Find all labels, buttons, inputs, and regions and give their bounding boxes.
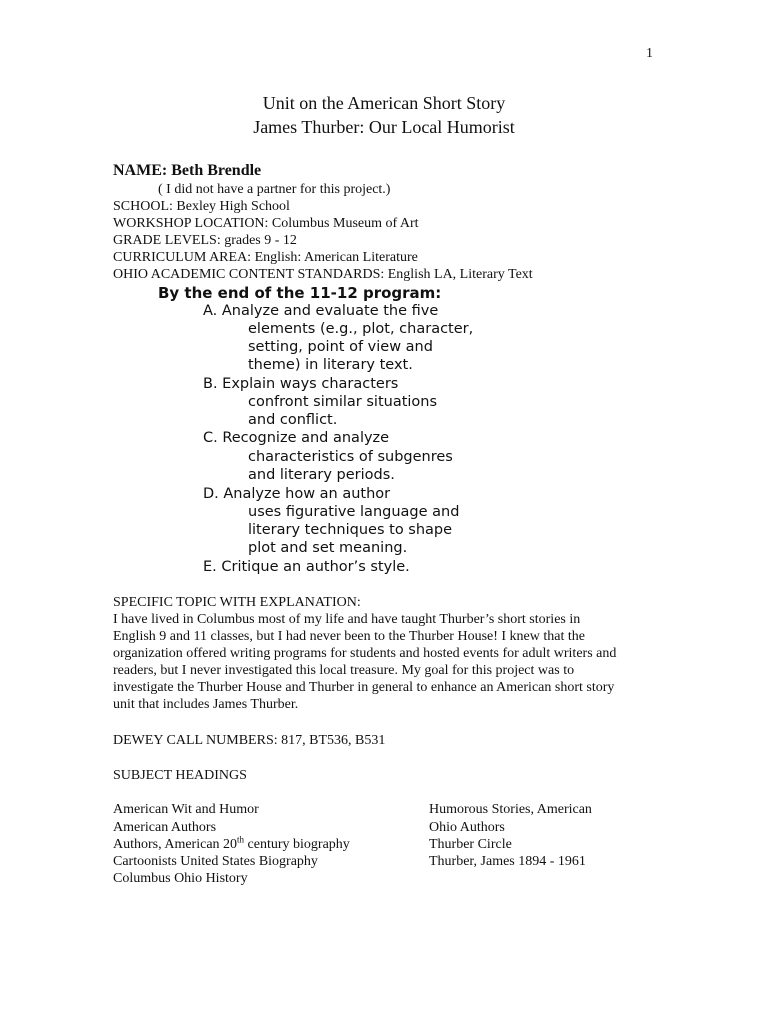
standard-a: A. Analyze and evaluate the five	[203, 303, 439, 319]
standard-a-cont: setting, point of view and	[248, 339, 433, 355]
standard-d-cont: uses figurative language and	[248, 504, 460, 520]
standard-b: B. Explain ways characters	[203, 376, 399, 392]
explanation-line: English 9 and 11 classes, but I had never been to the Thurber House! I knew that the	[113, 629, 585, 644]
subject-headings-label: SUBJECT HEADINGS	[113, 768, 247, 783]
program-heading: By the end of the 11-12 program:	[158, 284, 442, 302]
page-number: 1	[646, 46, 653, 61]
school-line: SCHOOL: Bexley High School	[113, 199, 290, 214]
explanation-line: organization offered writing programs for students and hosted events for adult writers and	[113, 646, 617, 661]
document-title: Unit on the American Short Story	[262, 93, 506, 113]
standard-c: C. Recognize and analyze	[203, 430, 390, 446]
grade-levels-line: GRADE LEVELS: grades 9 - 12	[113, 233, 297, 248]
standards-line: OHIO ACADEMIC CONTENT STANDARDS: English LA, Literary Text	[113, 267, 533, 282]
standard-d: D. Analyze how an author	[203, 486, 391, 502]
workshop-line: WORKSHOP LOCATION: Columbus Museum of Art	[113, 216, 419, 231]
subject-item	[113, 836, 350, 853]
subject-item: American Wit and Humor	[113, 802, 259, 817]
explanation-line: investigate the Thurber House and Thurber in general to enhance an American short story	[113, 680, 615, 695]
subject-item-text: Authors, American 20	[113, 837, 238, 852]
subject-item: Columbus Ohio History	[113, 871, 248, 886]
standard-c-cont: and literary periods.	[248, 467, 395, 483]
standard-c-cont: characteristics of subgenres	[248, 449, 453, 465]
subject-item: Humorous Stories, American	[429, 802, 592, 817]
dewey-call-numbers: DEWEY CALL NUMBERS: 817, BT536, B531	[113, 733, 386, 748]
standard-b-cont: confront similar situations	[248, 394, 438, 410]
document-subtitle: James Thurber: Our Local Humorist	[253, 117, 515, 137]
explanation-line: I have lived in Columbus most of my life and have taught Thurber’s short stories in	[113, 612, 581, 627]
standard-b-cont: and conflict.	[248, 412, 338, 428]
curriculum-line: CURRICULUM AREA: English: American Literature	[113, 250, 418, 265]
standard-e: E. Critique an author’s style.	[203, 559, 410, 575]
subject-item: Ohio Authors	[429, 820, 505, 835]
standard-a-cont: elements (e.g., plot, character,	[248, 321, 474, 337]
subject-item-text: century biography	[244, 837, 350, 852]
subject-item: American Authors	[113, 820, 217, 835]
subject-item: Cartoonists United States Biography	[113, 854, 318, 869]
name-line: NAME: Beth Brendle	[113, 162, 262, 179]
specific-topic-heading: SPECIFIC TOPIC WITH EXPLANATION:	[113, 595, 361, 610]
standard-a-cont: theme) in literary text.	[248, 357, 413, 373]
subject-item: Thurber, James 1894 - 1961	[429, 854, 586, 869]
standard-d-cont: literary techniques to shape	[248, 522, 453, 538]
standard-d-cont: plot and set meaning.	[248, 540, 408, 556]
superscript: th	[237, 834, 245, 845]
subject-item: Thurber Circle	[429, 837, 512, 852]
explanation-line: unit that includes James Thurber.	[113, 697, 299, 712]
partner-note: ( I did not have a partner for this project.)	[158, 182, 391, 197]
explanation-line: readers, but I never investigated this local treasure. My goal for this project was to	[113, 663, 575, 678]
